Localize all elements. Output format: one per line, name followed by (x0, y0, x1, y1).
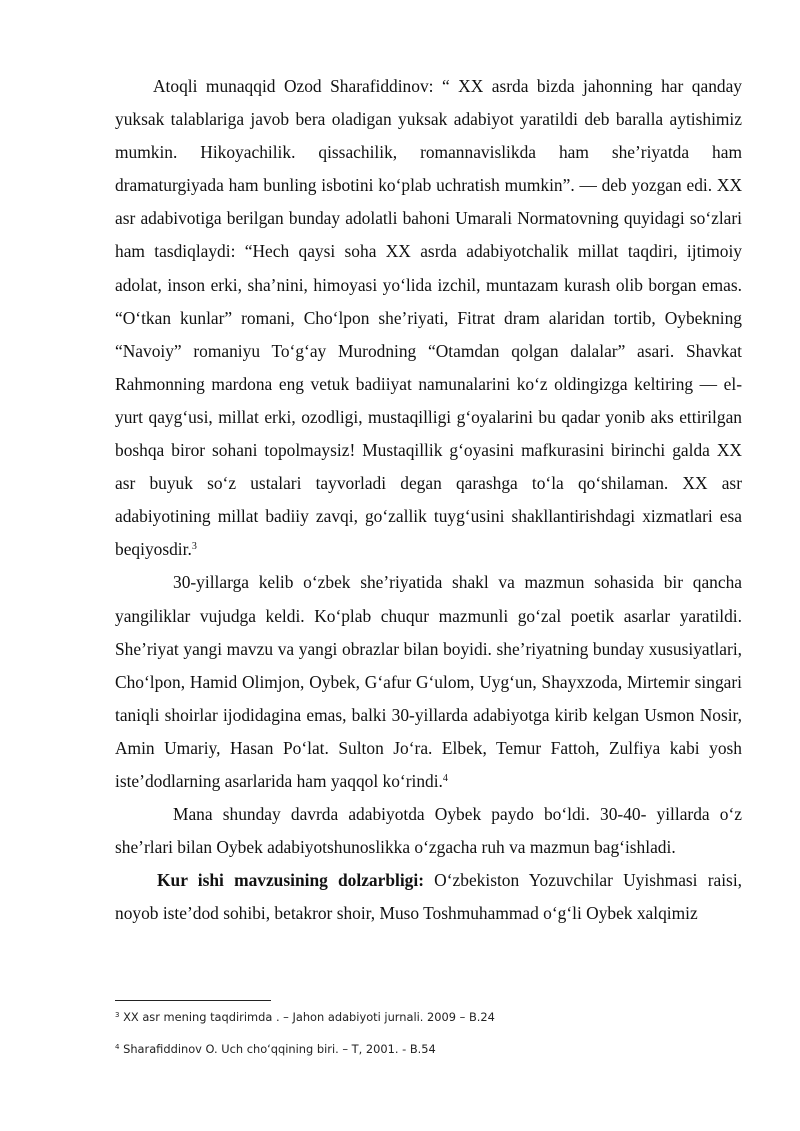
paragraph (115, 798, 742, 864)
footnote-mark: 3 (115, 1011, 120, 1019)
footnote-ref: 3 (191, 541, 197, 553)
paragraph-text: 30-yillarga kelib o‘zbek she’riyatida shakl va mazmun sohasida bir qancha yangiliklar vujudga keldi. Ko‘plab chuqur mazmunli go‘zal poetik asarlar yaratildi. She’riyat yangi mavzu va yangi obrazlar bilan boyidi. she’riyatning bunday xususiyatlari, Cho‘lpon, Hamid Olimjon, Oybek, G‘afur G‘ulom, Uyg‘un, Shayxzoda, Mirtemir singari taniqli shoirlar ijodidagina emas, balki 30-yillarda adabiyotga kirib kelgan Usmon Nosir, Amin Umariy, Hasan Po‘lat. Sulton Jo‘ra. Elbek, Temur Fattoh, Zulfiya kabi yosh iste’dodlarning asarlarida ham yaqqol ko‘rindi. (115, 572, 742, 791)
footnote-text: Sharafiddinov O. Uch cho‘qqining biri. – T, 2001. - B.54 (119, 1042, 436, 1056)
document-body (115, 70, 742, 930)
footnote (115, 1042, 742, 1056)
footnote-separator (115, 1000, 271, 1001)
paragraph (115, 566, 742, 798)
paragraph (115, 70, 742, 566)
paragraph-text: O‘zbekiston Yozuvchilar Uyishmasi raisi, noyob iste’dod sohibi, betakror shoir, Muso Toshmuhammad o‘g‘li Oybek xalqimiz (115, 870, 742, 924)
paragraph-text: Mana shunday davrda adabiyotda Oybek paydo bo‘ldi. 30-40- yillarda o‘z she’rlari bilan Oybek adabiyotshunoslikka o‘zgacha ruh va mazmun bag‘ishladi. (115, 804, 742, 858)
footnote-ref: 4 (442, 772, 448, 784)
footnotes (115, 1010, 742, 1074)
paragraph (115, 864, 742, 930)
footnote-mark: 4 (115, 1043, 120, 1051)
footnote (115, 1010, 742, 1024)
paragraph-text: Atoqli munaqqid Ozod Sharafiddinov: “ XX asrda bizda jahonning har qanday yuksak talablariga javob bera oladigan yuksak adabiyot yaratildi deb baralla aytishimiz mumkin. Hikoyachilik. qissachilik, romannavislikda ham she’riyatda ham dramaturgiyada ham bunling isbotini ko‘plab uchratish mumkin”. — deb yozgan edi. XX asr adabivotiga berilgan bunday adolatli bahoni Umarali Normatovning quyidagi so‘zlari ham tasdiqlaydi: “Hech qaysi soha XX asrda adabiyotchalik millat taqdiri, ijtimoiy adolat, inson erki, sha’nini, himoyasi yo‘lida izchil, muntazam kurash olib borgan emas. “O‘tkan kunlar” romani, Cho‘lpon she’riyati, Fitrat dram alaridan tortib, Oybekning “Navoiy” romaniyu To‘g‘ay Murodning “Otamdan qolgan dalalar” asari. Shavkat Rahmonning mardona eng vetuk badiiyat namunalarini ko‘z oldingizga keltiring — el-yurt qayg‘usi, millat erki, ozodligi, mustaqilligi g‘oyalarini bu qadar yonib aks ettirilgan boshqa biror sohani topolmaysiz! Mustaqillik g‘oyasini mafkurasini birinchi galda XX asr buyuk so‘z ustalari tayvorladi degan qarashga to‘la qo‘shilaman. XX asr adabiyotining millat badiiy zavqi, go‘zallik tuyg‘usini shakllantirishdagi xizmatlari esa beqiyosdir. (115, 76, 742, 560)
footnote-text: XX asr mening taqdirimda . – Jahon adabiyoti jurnali. 2009 – B.24 (119, 1010, 495, 1024)
section-heading: Kur ishi mavzusining dolzarbligi: (157, 870, 424, 891)
